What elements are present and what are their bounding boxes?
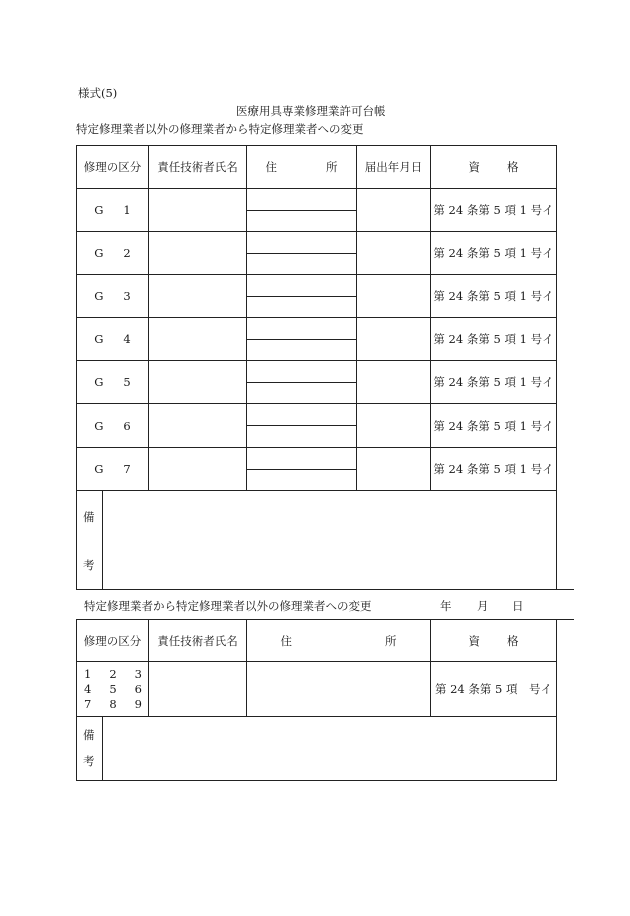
header-address: 住 所 [265, 160, 338, 174]
header-date: 届出年月日 [364, 160, 423, 174]
category-number-grid [84, 667, 142, 712]
remarks-label-1: 備 [83, 728, 95, 742]
document-title: 医療用具専業修理業許可台帳 [236, 104, 386, 118]
qualification-cell: 第 24 条第 5 項 1 号イ [433, 418, 554, 433]
date-month: 月 [477, 599, 489, 613]
date-year: 年 [440, 599, 452, 613]
header-qualification: 資 格 [468, 160, 519, 174]
header-category: 修理の区分 [83, 633, 142, 648]
header-address: 住 所 [280, 633, 397, 648]
table-row: G 4 [94, 332, 131, 346]
header-engineer: 責任技術者氏名 [157, 633, 238, 648]
qualification-cell: 第 24 条第 5 項 号イ [434, 682, 553, 696]
list-item: 4 5 6 [84, 682, 142, 696]
header-engineer: 責任技術者氏名 [157, 160, 238, 174]
remarks-label-1: 備 [83, 510, 95, 524]
section2-subtitle: 特定修理業者から特定修理業者以外の修理業者への変更 [84, 599, 372, 613]
header-category: 修理の区分 [83, 160, 142, 174]
section1-subtitle: 特定修理業者以外の修理業者から特定修理業者への変更 [76, 122, 364, 136]
qualification-cell: 第 24 条第 5 項 1 号イ [433, 462, 554, 476]
qualification-cell: 第 24 条第 5 項 1 号イ [433, 203, 554, 217]
remarks-label-2: 考 [83, 754, 95, 768]
table-row: G 7 [94, 462, 131, 476]
remarks-label-2: 考 [83, 558, 95, 572]
qualification-cell: 第 24 条第 5 項 1 号イ [433, 246, 554, 260]
table-row: G 2 [94, 246, 131, 260]
table-row: G 1 [94, 203, 131, 217]
list-item: 7 8 9 [84, 697, 142, 711]
list-item: 1 2 3 [84, 667, 142, 681]
table-row: G 3 [94, 289, 131, 303]
qualification-cell: 第 24 条第 5 項 1 号イ [433, 289, 554, 303]
form-code: 様式(5) [78, 86, 118, 100]
qualification-cell: 第 24 条第 5 項 1 号イ [433, 332, 554, 346]
table-row: G 5 [94, 375, 131, 389]
date-day: 日 [512, 599, 524, 613]
table-row: G 6 [94, 418, 131, 433]
qualification-cell: 第 24 条第 5 項 1 号イ [433, 375, 554, 389]
header-qualification: 資 格 [468, 633, 519, 648]
